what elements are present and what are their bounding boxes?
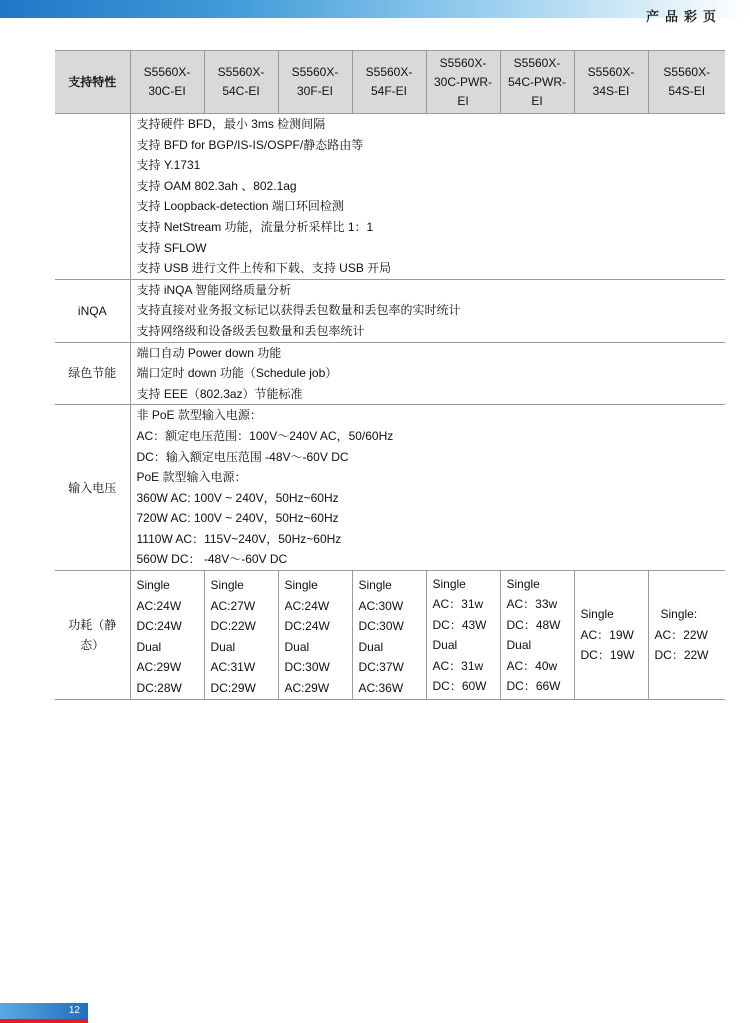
- feature-header: 支持特性: [55, 51, 130, 114]
- footer-accent-line: [0, 1019, 88, 1023]
- feature-content: 支持硬件 BFD，最小 3ms 检测间隔 支持 BFD for BGP/IS-IS/OSPF/静态路由等 支持 Y.1731 支持 OAM 802.3ah 、802.1ag 支持 Loopback-detection 端口环回检测 支持 NetStream 功能，流量分析采样比 1：1 支持 SFLOW 支持 USB 进行文件上传和下载、支持 USB 开局: [130, 114, 725, 280]
- table-row: [55, 342, 725, 405]
- feature-cell: iNQA: [55, 279, 130, 342]
- power-cell: Single AC:24W DC:24W Dual AC:29W DC:28W: [130, 571, 204, 700]
- table-row: [55, 405, 725, 571]
- power-cell: Single AC：33w DC：48W Dual AC：40w DC：66W: [500, 571, 574, 700]
- feature-cell: 输入电压: [55, 405, 130, 571]
- power-cell: Single AC:27W DC:22W Dual AC:31W DC:29W: [204, 571, 278, 700]
- table-header-row: [55, 51, 725, 114]
- feature-content: 支持 iNQA 智能网络质量分析 支持直接对业务报文标记以获得丢包数量和丢包率的实时统计 支持网络级和设备级丢包数量和丢包率统计: [130, 279, 725, 342]
- model-header: S5560X- 54C-EI: [204, 51, 278, 114]
- model-header: S5560X- 30F-EI: [278, 51, 352, 114]
- model-header: S5560X- 54C-PWR- EI: [500, 51, 574, 114]
- model-header: S5560X- 30C-PWR- EI: [426, 51, 500, 114]
- feature-cell: 功耗（静 态）: [55, 571, 130, 700]
- feature-cell: 绿色节能: [55, 342, 130, 405]
- header-band: [0, 0, 750, 18]
- table-row: [55, 114, 725, 280]
- feature-content: 端口自动 Power down 功能 端口定时 down 功能（Schedule job） 支持 EEE（802.3az）节能标准: [130, 342, 725, 405]
- table-row-power: [55, 571, 725, 700]
- spec-table: [55, 50, 725, 700]
- power-cell: Single AC:30W DC:30W Dual DC:37W AC:36W: [352, 571, 426, 700]
- model-header: S5560X- 54F-EI: [352, 51, 426, 114]
- power-cell: Single AC：31w DC：43W Dual AC：31w DC：60W: [426, 571, 500, 700]
- feature-cell: [55, 114, 130, 280]
- power-cell: Single AC：19W DC：19W: [574, 571, 648, 700]
- model-header: S5560X- 30C-EI: [130, 51, 204, 114]
- power-cell: Single: AC：22W DC：22W: [648, 571, 725, 700]
- model-header: S5560X- 54S-EI: [648, 51, 725, 114]
- table-row: [55, 279, 725, 342]
- feature-content: 非 PoE 款型输入电源： AC：额定电压范围：100V～240V AC，50/60Hz DC：输入额定电压范围 -48V～-60V DC PoE 款型输入电源： 360W AC: 100V ~ 240V，50Hz~60Hz 720W AC: 100V ~ 240V，50Hz~60Hz 1110W AC：115V~240V，50Hz~60Hz 560W DC： -48V～-60V DC: [130, 405, 725, 571]
- page-number-tab: [0, 1003, 88, 1019]
- model-header: S5560X- 34S-EI: [574, 51, 648, 114]
- power-cell: Single AC:24W DC:24W Dual DC:30W AC:29W: [278, 571, 352, 700]
- page-header-title: 产品彩页: [645, 9, 722, 24]
- page-number: 12: [68, 1005, 80, 1016]
